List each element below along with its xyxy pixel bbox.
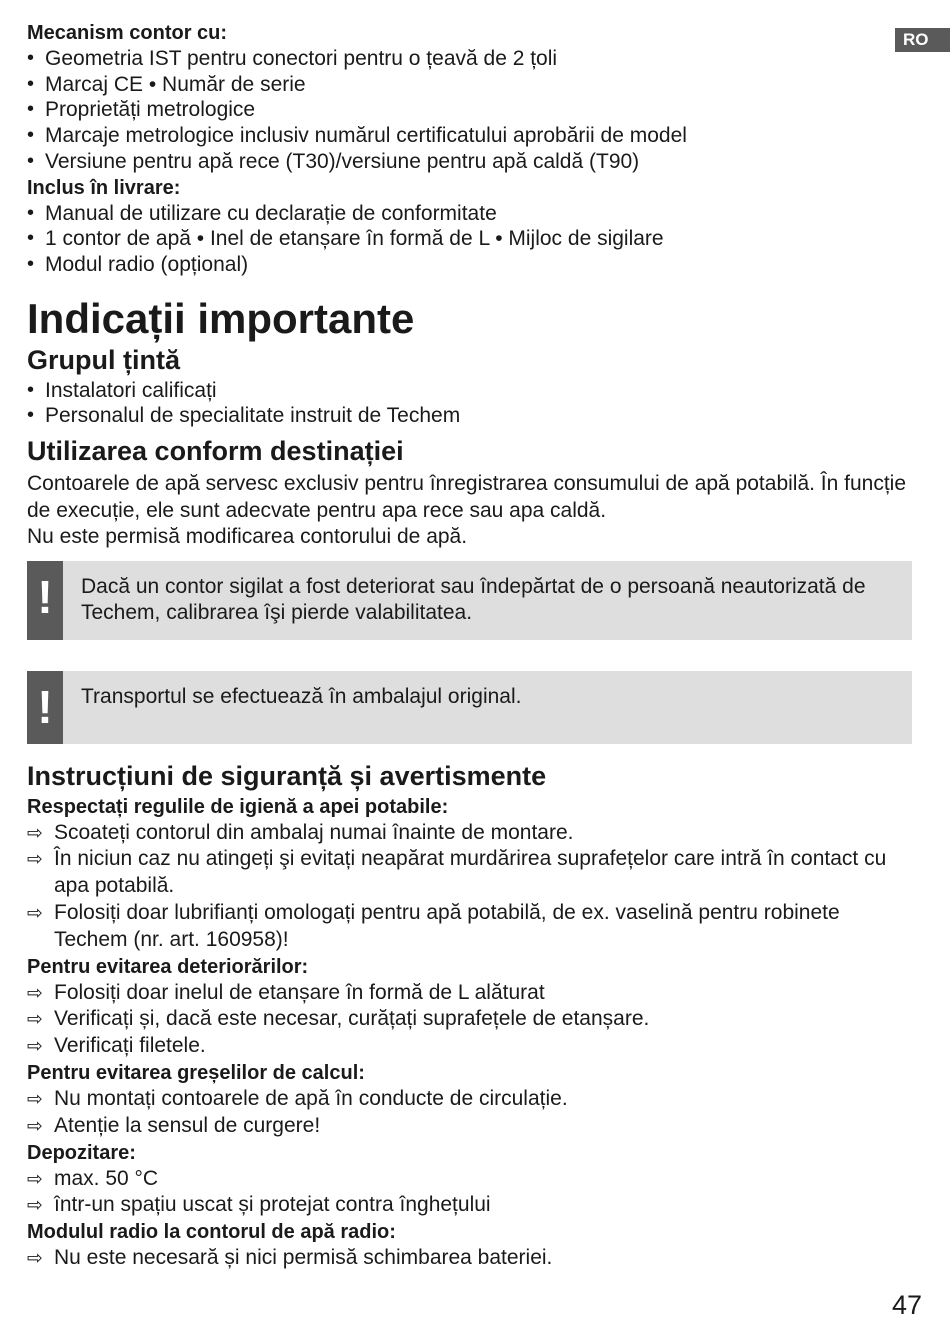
page-content xyxy=(27,20,912,1272)
list-item: • Marcaj CE • Număr de serie xyxy=(27,72,912,98)
intended-use-text-2: Nu este permisă modificarea contorului de apă. xyxy=(27,525,468,549)
hygiene-list xyxy=(27,820,912,954)
list-item: • Geometria IST pentru conectori pentru o țeavă de 2 țoli xyxy=(27,46,912,72)
calc-errors-heading: Pentru evitarea greșelilor de calcul: xyxy=(27,1061,365,1084)
radio-module-list xyxy=(27,1245,912,1272)
delivery-heading: Inclus în livrare: xyxy=(27,176,181,199)
list-item: • Versiune pentru apă rece (T30)/versiune pentru apă caldă (T90) xyxy=(27,149,912,175)
list-item: • Modul radio (opțional) xyxy=(27,252,912,278)
arrow-right-icon: ⇨ xyxy=(27,821,43,844)
damage-heading: Pentru evitarea deteriorărilor: xyxy=(27,955,309,978)
calc-errors-list xyxy=(27,1086,912,1140)
transport-note xyxy=(27,671,912,744)
target-group-heading: Grupul țintă xyxy=(27,344,180,375)
list-item: ⇨ În niciun caz nu atingeți şi evitați neapărat murdărirea suprafețelor care intră în contact cu apa potabilă. xyxy=(27,847,887,898)
arrow-right-icon: ⇨ xyxy=(27,1114,43,1137)
list-item: ⇨ Verificați filetele. xyxy=(27,1033,912,1060)
warning-note xyxy=(27,561,912,640)
list-item: • Marcaje metrologice inclusiv numărul certificatului aprobării de model xyxy=(27,123,912,149)
arrow-right-icon: ⇨ xyxy=(27,981,43,1004)
arrow-right-icon: ⇨ xyxy=(27,1247,43,1270)
list-item: • Personalul de specialitate instruit de Techem xyxy=(27,403,912,429)
list-item: ⇨ max. 50 °C xyxy=(27,1166,912,1193)
storage-list xyxy=(27,1166,912,1220)
list-item: ⇨ Scoateți contorul din ambalaj numai înainte de montare. xyxy=(27,820,912,847)
page-number: 47 xyxy=(891,1290,922,1320)
counter-mechanism-heading: Mecanism contor cu: xyxy=(27,22,228,44)
warning-note-text: Dacă un contor sigilat a fost deteriorat sau îndepărtat de o persoană neautorizată de Techem, calibrarea îşi pierde valabilitatea. xyxy=(81,574,866,625)
list-item: ⇨ Folosiți doar lubrifianți omologați pentru apă potabilă, de ex. vaselină pentru robinete Techem (nr. art. 160958)! xyxy=(27,900,840,951)
arrow-right-icon: ⇨ xyxy=(27,1035,43,1058)
list-item: ⇨ Nu montați contoarele de apă în conducte de circulație. xyxy=(27,1086,912,1113)
arrow-right-icon: ⇨ xyxy=(27,1008,43,1031)
list-item: • Manual de utilizare cu declarație de conformitate xyxy=(27,201,912,227)
arrow-right-icon: ⇨ xyxy=(27,1194,43,1217)
list-item: ⇨ Nu este necesară și nici permisă schimbarea bateriei. xyxy=(27,1245,912,1272)
target-group-list xyxy=(27,378,912,429)
list-item: ⇨ Folosiți doar inelul de etanșare în formă de L alăturat xyxy=(27,980,912,1007)
language-badge: RO xyxy=(895,28,950,52)
list-item: • Instalatori calificați xyxy=(27,378,912,404)
list-item: • Proprietăți metrologice xyxy=(27,97,912,123)
storage-heading: Depozitare: xyxy=(27,1141,136,1164)
arrow-right-icon: ⇨ xyxy=(27,901,43,924)
hygiene-heading: Respectați regulile de igienă a apei potabile: xyxy=(27,795,449,818)
arrow-right-icon: ⇨ xyxy=(27,1087,43,1110)
list-item: ⇨ Atenție la sensul de curgere! xyxy=(27,1113,912,1140)
important-title: Indicații importante xyxy=(27,294,415,342)
safety-heading: Instrucțiuni de siguranță și avertismente xyxy=(27,760,547,791)
transport-note-text: Transportul se efectuează în ambalajul original. xyxy=(81,684,522,708)
exclamation-icon: ! xyxy=(27,561,63,640)
arrow-right-icon: ⇨ xyxy=(27,848,43,871)
delivery-list xyxy=(27,201,912,278)
list-item: • 1 contor de apă • Inel de etanșare în formă de L • Mijloc de sigilare xyxy=(27,226,912,252)
damage-list xyxy=(27,980,912,1060)
arrow-right-icon: ⇨ xyxy=(27,1167,43,1190)
counter-mechanism-list xyxy=(27,46,912,175)
list-item: ⇨ Verificați și, dacă este necesar, curățați suprafețele de etanșare. xyxy=(27,1006,912,1033)
intended-use-text: Contoarele de apă servesc exclusiv pentru înregistrarea consumului de apă potabilă. În funcție de execuție, ele sunt adecvate pentru apa rece sau apa caldă. xyxy=(27,472,907,522)
list-item: ⇨ într-un spațiu uscat și protejat contra înghețului xyxy=(27,1192,912,1219)
exclamation-icon: ! xyxy=(27,671,63,744)
radio-module-heading: Modulul radio la contorul de apă radio: xyxy=(27,1221,396,1244)
intended-use-heading: Utilizarea conform destinației xyxy=(27,436,404,467)
